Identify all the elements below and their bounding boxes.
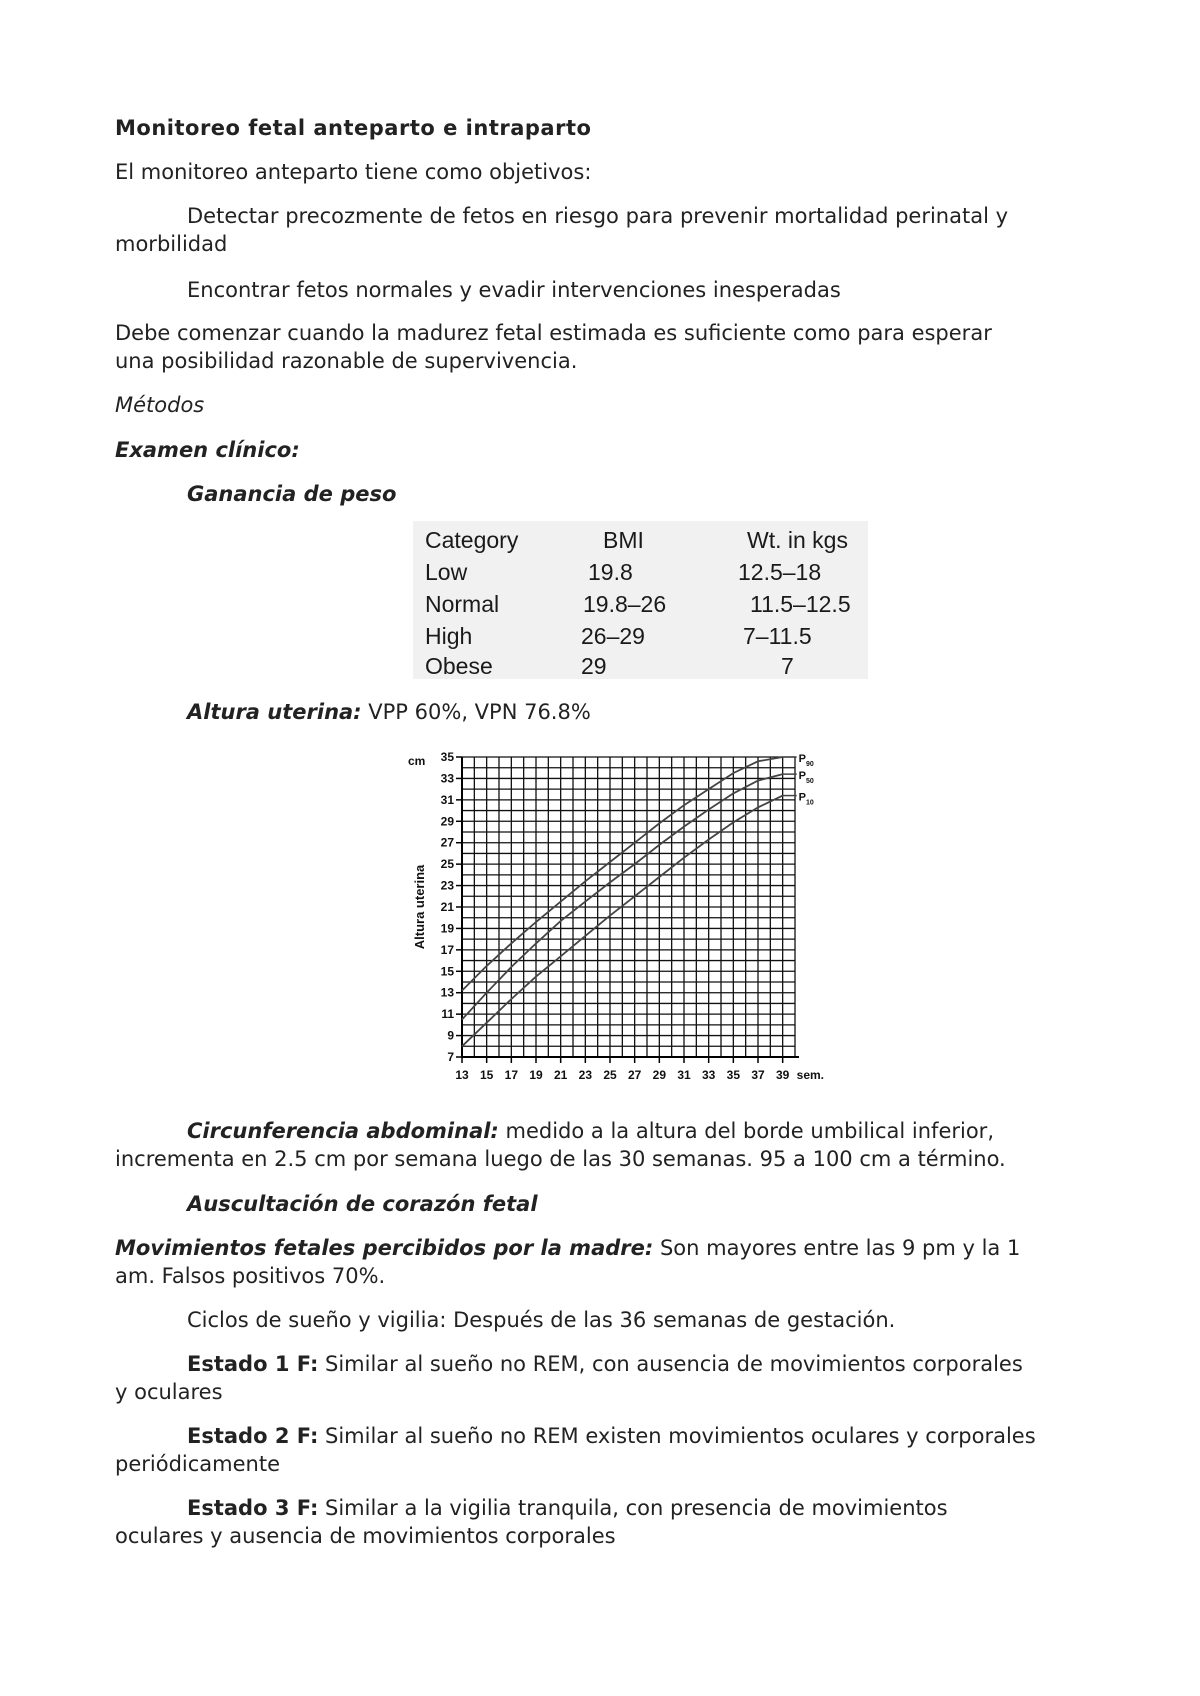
x-tick-label: 21 [553,1068,568,1082]
state-2-text: Similar al sueño no REM existen movimientos oculares y corporales [318,1424,1036,1448]
x-tick-label: 15 [479,1068,494,1082]
uterine-height-line [187,698,591,726]
objective-2-text: Encontrar fetos normales y evadir intervenciones inesperadas [187,278,841,302]
y-tick-label: 9 [447,1028,454,1043]
y-tick-label: 11 [441,1007,454,1022]
table-header-category: Category [425,527,519,553]
uterine-height-label: Altura uterina: [187,700,362,724]
curve-label-p50: $P_{50}$ [798,770,814,786]
state-3-line [187,1494,948,1522]
table-cell: 19.8–26 [583,591,667,617]
objective-1-text: Detectar precozmente de fetos en riesgo para prevenir mortalidad perinatal y [187,204,1009,228]
y-tick-label: 33 [440,771,454,786]
movements-text: Son mayores entre las 9 pm y la 1 [653,1236,1021,1260]
table-cell: Obese [425,653,493,679]
table-cell: Normal [425,591,500,617]
abdominal-line [187,1117,994,1145]
y-tick-label: 21 [440,900,454,914]
state-1-continuation: y oculares [115,1380,223,1404]
state-2-label: Estado 2 F: [187,1424,319,1448]
state-2-line [187,1422,1036,1450]
x-tick-label: 17 [504,1068,519,1082]
movements-line [115,1234,1020,1262]
curve-label-p10: $P_{10}$ [798,791,814,807]
x-tick-label: 27 [627,1068,642,1082]
y-tick-label: 29 [440,814,454,829]
x-tick-label: 39 [775,1068,790,1082]
table-cell: 7–11.5 [743,623,812,649]
table-cell: 11.5–12.5 [750,591,851,617]
table-cell: 12.5–18 [738,559,822,585]
table-cell: High [425,623,473,649]
table-cell: 29 [581,653,607,679]
y-axis-title: Altura uterina [412,864,427,950]
y-tick-label: 13 [440,985,454,1000]
abdominal-text: medido a la altura del borde umbilical inferior, [498,1119,994,1143]
x-tick-label: 23 [578,1068,593,1082]
weight-gain-heading: Ganancia de peso [187,482,397,506]
x-tick-label: 35 [726,1068,741,1082]
intro-text: El monitoreo anteparto tiene como objetivos: [115,160,592,184]
clinical-exam-heading: Examen clínico: [115,438,300,462]
x-tick-label: 29 [652,1068,667,1082]
y-tick-label: 23 [440,878,454,893]
x-tick-label: 31 [677,1068,691,1082]
y-unit-label: cm [408,754,426,768]
y-tick-label: 27 [440,835,454,850]
x-tick-label: 13 [455,1068,469,1082]
abdominal-label: Circunferencia abdominal: [187,1119,499,1143]
auscultation-heading: Auscultación de corazón fetal [187,1192,538,1216]
x-tick-label: 19 [529,1068,543,1082]
movements-label: Movimientos fetales percibidos por la madre: [115,1236,654,1260]
movements-continuation: am. Falsos positivos 70%. [115,1264,386,1288]
curve-label-p90: $P_{90}$ [798,753,814,768]
y-tick-label: 19 [440,921,454,936]
bmi-weight-table [413,521,868,679]
state-3-continuation: oculares y ausencia de movimientos corporales [115,1524,616,1548]
abdominal-continuation: incrementa en 2.5 cm por semana luego de las 30 semanas. 95 a 100 cm a término. [115,1147,1006,1171]
table-cell: 7 [781,653,794,679]
x-tick-label: 33 [701,1068,716,1082]
x-tick-label: 37 [751,1068,765,1082]
document-title: Monitoreo fetal anteparto e intraparto [115,116,592,140]
table-cell: 26–29 [581,623,645,649]
state-1-text: Similar al sueño no REM, con ausencia de movimientos corporales [318,1352,1023,1376]
x-tick-label: 25 [603,1068,617,1082]
y-tick-label: 15 [440,964,454,979]
y-tick-label: 25 [440,857,454,872]
uterine-height-text: VPP 60%, VPN 76.8% [361,700,591,724]
table-header-weight: Wt. in kgs [747,527,848,553]
uterine-height-chart [400,745,840,1090]
state-1-line [187,1350,1023,1378]
x-unit-label: sem. [796,1068,825,1082]
state-1-label: Estado 1 F: [187,1352,319,1376]
table-header-bmi: BMI [603,527,644,553]
objective-1-continuation: morbilidad [115,232,228,256]
start-text: Debe comenzar cuando la madurez fetal estimada es suficiente como para esperar [115,321,992,345]
y-tick-label: 35 [440,750,454,764]
y-tick-label: 7 [447,1050,454,1064]
start-text-continuation: una posibilidad razonable de supervivencia. [115,349,578,373]
table-cell: Low [425,559,468,585]
state-3-label: Estado 3 F: [187,1496,319,1520]
table-cell: 19.8 [588,559,633,585]
sleep-cycles-text: Ciclos de sueño y vigilia: Después de las 36 semanas de gestación. [187,1308,896,1332]
state-3-text: Similar a la vigilia tranquila, con presencia de movimientos [318,1496,948,1520]
y-tick-label: 17 [440,942,454,957]
y-tick-label: 31 [440,792,454,807]
state-2-continuation: periódicamente [115,1452,280,1476]
methods-heading: Métodos [115,393,205,417]
